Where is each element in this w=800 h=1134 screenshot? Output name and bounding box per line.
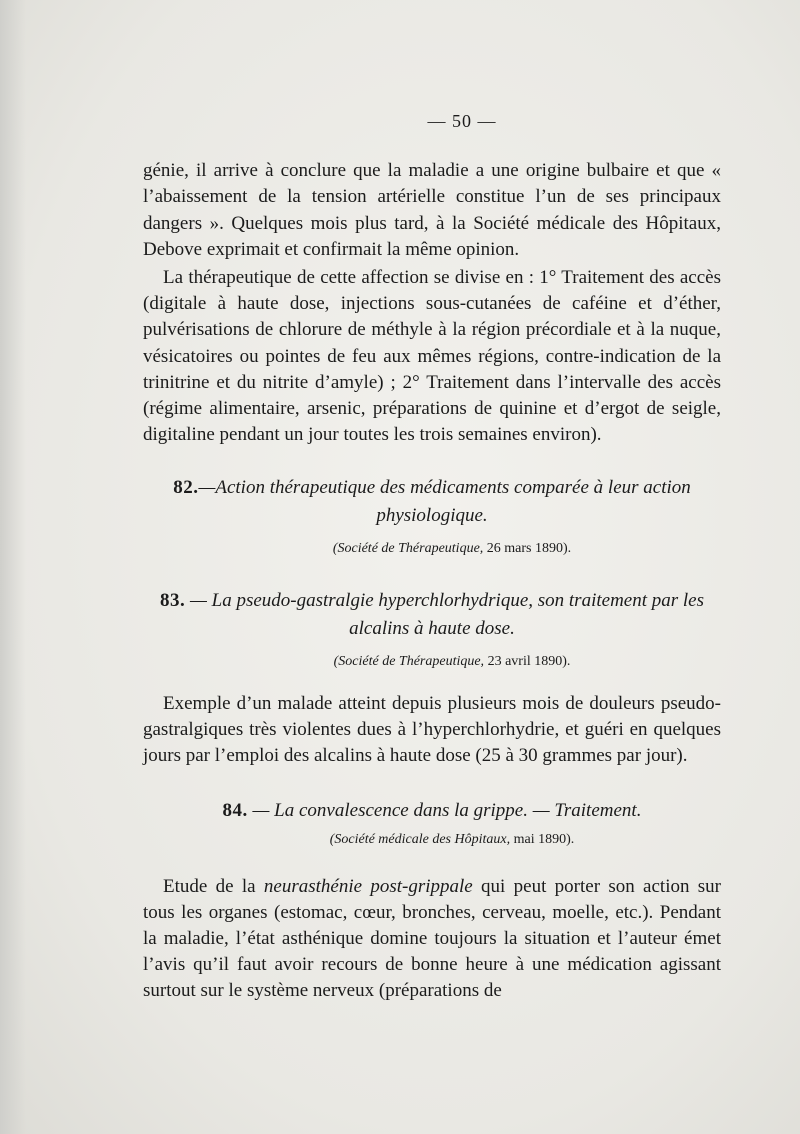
entry-84-body-start: Etude de la <box>163 875 264 897</box>
entry-83-number: 83. <box>159 589 186 611</box>
entry-84-source-date: mai 1890). <box>513 832 575 848</box>
entry-84-body <box>143 874 721 1005</box>
binding-shadow <box>0 0 26 1134</box>
entry-84-body-emphasis: neurasthénie post-grippale <box>263 875 473 897</box>
entry-82-source-journal: (Société de Thérapeutique, <box>332 541 484 557</box>
entry-83-source <box>143 649 721 675</box>
entry-84-source <box>143 827 721 853</box>
entry-82-title: —Action thérapeutique des médicaments comparée à leur action physiologique. <box>198 477 691 527</box>
entry-83-source-date: 23 avril 1890). <box>487 653 571 669</box>
paragraph-therapeutics: La thérapeutique de cette affection se divise en : 1° Traitement des accès (digitale à haute dose, injections sous-cutanées de caféine et d’éther, pulvérisations de chlorure de méthyle à la région précordiale et à la nuque, vésicatoires ou pointes de feu aux mêmes régions, contre-indication de la trinitrine et du nitrite d’amyle) ; 2° Traitement dans l’intervalle des accès (régime alimentaire, arsenic, préparations de quinine et d’ergot de seigle, digitaline pendant un jour toutes les trois semaines environ). <box>143 267 721 446</box>
entry-83-body: Exemple d’un malade atteint depuis plusieurs mois de douleurs pseudo-gastralgiques très violentes dues à l’hyperchlorhydrie, et guéri en quelques jours par l’emploi des alcalins à haute dose (25 à 30 grammes par jour). <box>143 692 721 767</box>
entry-84-body-rest: qui peut porter son action sur tous les organes (estomac, cœur, bronches, cerveau, moelle, etc.). Pendant la maladie, l’état asthénique domine toujours la situation et l’auteur émet l’avis qu’il faut avoir recours de bonne heure à une médication agissant surtout sur le système nerveux (préparations de <box>143 875 722 1002</box>
entry-82-source-date: 26 mars 1890). <box>486 541 572 557</box>
entry-83-title: — La pseudo-gastralgie hyperchlorhydrique, son traitement par les alcalins à haute dose. <box>189 589 705 639</box>
entry-84-heading <box>143 797 721 825</box>
paragraph-continuation: génie, il arrive à conclure que la maladie a une origine bulbaire et que « l’abaissement de la tension artérielle constitue l’un de ses principaux dangers ». Quelques mois plus tard, à la Société médicale des Hôpitaux, Debove exprimait et confirmait la même opinion. <box>143 160 721 260</box>
entry-82-number: 82. <box>173 477 199 499</box>
entry-82-heading <box>143 474 721 530</box>
page-text-block <box>143 108 721 1005</box>
entry-83-source-journal: (Société de Thérapeutique, <box>333 653 485 669</box>
entry-84-title: — La convalescence dans la grippe. — Traitement. <box>252 800 642 822</box>
entry-84-number: 84. <box>222 800 248 822</box>
page-number: — 50 — <box>427 111 497 131</box>
entry-83-heading <box>143 587 721 643</box>
entry-84-source-journal: (Société médicale des Hôpitaux, <box>329 832 511 848</box>
entry-82-source <box>143 536 721 562</box>
